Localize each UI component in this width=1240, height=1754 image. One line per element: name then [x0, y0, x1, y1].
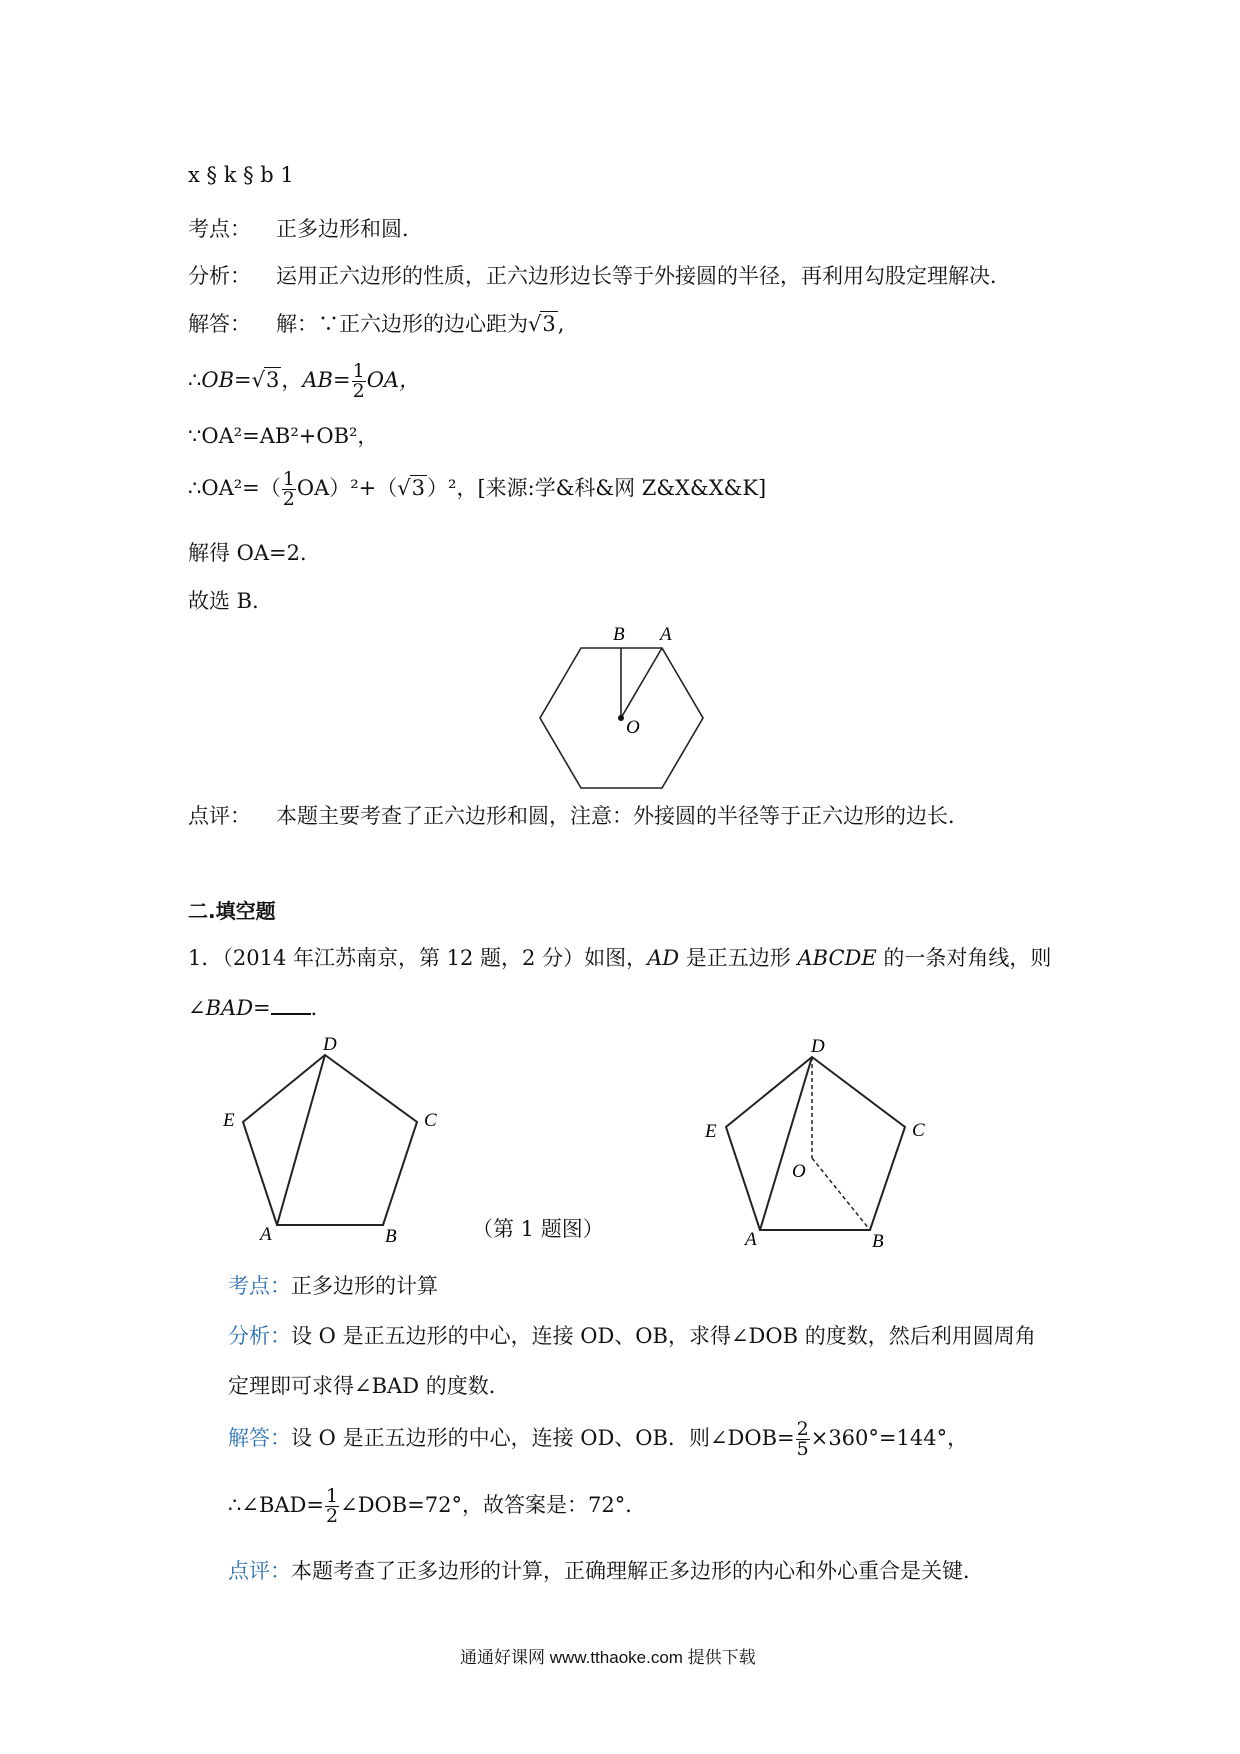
header-text: x § k § b 1: [188, 163, 294, 187]
jieda-label: 解答：: [228, 1426, 291, 1450]
q2-fenxi-cont: 定理即可求得∠BAD 的度数．: [228, 1374, 510, 1398]
hexagon-figure: [520, 620, 720, 790]
fraction-half: $\frac{1}{2}$: [326, 1485, 339, 1527]
jieda-prefix: 解：∵正六边形的边心距为: [276, 312, 528, 336]
kaodian-text: 正多边形的计算: [291, 1274, 438, 1298]
dianping-label: 点评：: [188, 804, 251, 828]
segment-oa: [621, 648, 662, 718]
q1-jieda: 解答： 解：∵正六边形的边心距为√3,: [188, 308, 564, 338]
sqrt-3: √3: [528, 312, 556, 336]
q1-line3: ∵OA²=AB²+OB²，: [188, 424, 379, 448]
label-b: B: [872, 1231, 884, 1250]
dianping-label: 点评：: [228, 1559, 291, 1583]
center-point: [618, 715, 624, 721]
q2-line2: ∴∠BAD= $\frac{1}{2}$ ∠DOB=72°，故答案是：72°．: [228, 1485, 647, 1527]
kaodian-text: 正多边形和圆．: [276, 217, 423, 241]
label-d: D: [323, 1034, 337, 1055]
diagonal-ad: [760, 1057, 812, 1230]
label-c: C: [424, 1110, 437, 1131]
pentagon-shape: [726, 1057, 905, 1230]
q1-line4: ∴OA²=（ $\frac{1}{2}$ OA）²+（√3）²，[来源:学&科&网 Z&X&X&K]: [188, 468, 767, 510]
fenxi-text: 运用正六边形的性质，正六边形边长等于外接圆的半径，再利用勾股定理解决．: [276, 264, 1011, 288]
footer-text: 通通好课网 www.tthaoke.com 提供下载: [460, 1648, 756, 1667]
q1-dianping: [188, 800, 969, 830]
label-a: A: [745, 1229, 757, 1250]
pentagon-figure-2: [700, 1035, 950, 1250]
kaodian-label: 考点：: [188, 217, 251, 241]
fraction-two-fifths: $\frac{2}{5}$: [796, 1418, 809, 1460]
q1-line2: ∴OB=√3，AB= $\frac{1}{2}$ OA，: [188, 360, 421, 402]
diagonal-ad: [277, 1055, 325, 1225]
fenxi-text: 设 O 是正五边形的中心，连接 OD、OB，求得∠DOB 的度数，然后利用圆周角: [291, 1324, 1036, 1348]
q1-line5: 解得 OA=2．: [188, 541, 322, 565]
dianping-text: 本题主要考查了正六边形和圆，注意：外接圆的半径等于正六边形的边长．: [276, 804, 969, 828]
label-e: E: [705, 1121, 717, 1142]
q2-stem-line1: 1．（2014 年江苏南京，第 12 题，2 分）如图，AD 是正五边形 ABCDE 的一条对角线，则: [188, 946, 1052, 970]
label-d: D: [811, 1036, 825, 1057]
fraction-half: $\frac{1}{2}$: [352, 360, 365, 402]
q2-fenxi: [228, 1320, 1036, 1350]
label-o: O: [792, 1161, 806, 1182]
pentagon-shape: [243, 1055, 417, 1225]
figure-caption: （第 1 题图）: [472, 1217, 604, 1241]
q1-line6: 故选 B．: [188, 589, 274, 613]
label-a: A: [660, 624, 672, 645]
label-e: E: [223, 1110, 235, 1131]
fraction-half: $\frac{1}{2}$: [282, 468, 295, 510]
jieda-label: 解答：: [188, 312, 251, 336]
label-o: O: [626, 717, 640, 738]
dashed-ob: [812, 1158, 870, 1230]
pentagon-figure-1: [220, 1030, 460, 1245]
q2-jieda: 解答：设 O 是正五边形的中心，连接 OD、OB．则∠DOB= $\frac{2}{5}$ ×360°=144°，: [228, 1418, 969, 1460]
section-title: 二.填空题: [188, 899, 276, 923]
dianping-text: 本题考查了正多边形的计算，正确理解正多边形的内心和外心重合是关键．: [291, 1559, 984, 1583]
q1-fenxi: [188, 260, 1011, 290]
q2-dianping: [228, 1555, 984, 1585]
fenxi-label: 分析：: [188, 264, 251, 288]
q2-stem-line2: ∠BAD= ．: [188, 996, 332, 1020]
q2-kaodian: [228, 1270, 438, 1300]
label-b: B: [385, 1226, 397, 1245]
label-b: B: [613, 624, 625, 645]
fenxi-label: 分析：: [228, 1324, 291, 1348]
label-a: A: [260, 1224, 272, 1245]
q1-kaodian: [188, 213, 423, 243]
label-c: C: [912, 1120, 925, 1141]
answer-blank: [271, 1013, 311, 1015]
kaodian-label: 考点：: [228, 1274, 291, 1298]
